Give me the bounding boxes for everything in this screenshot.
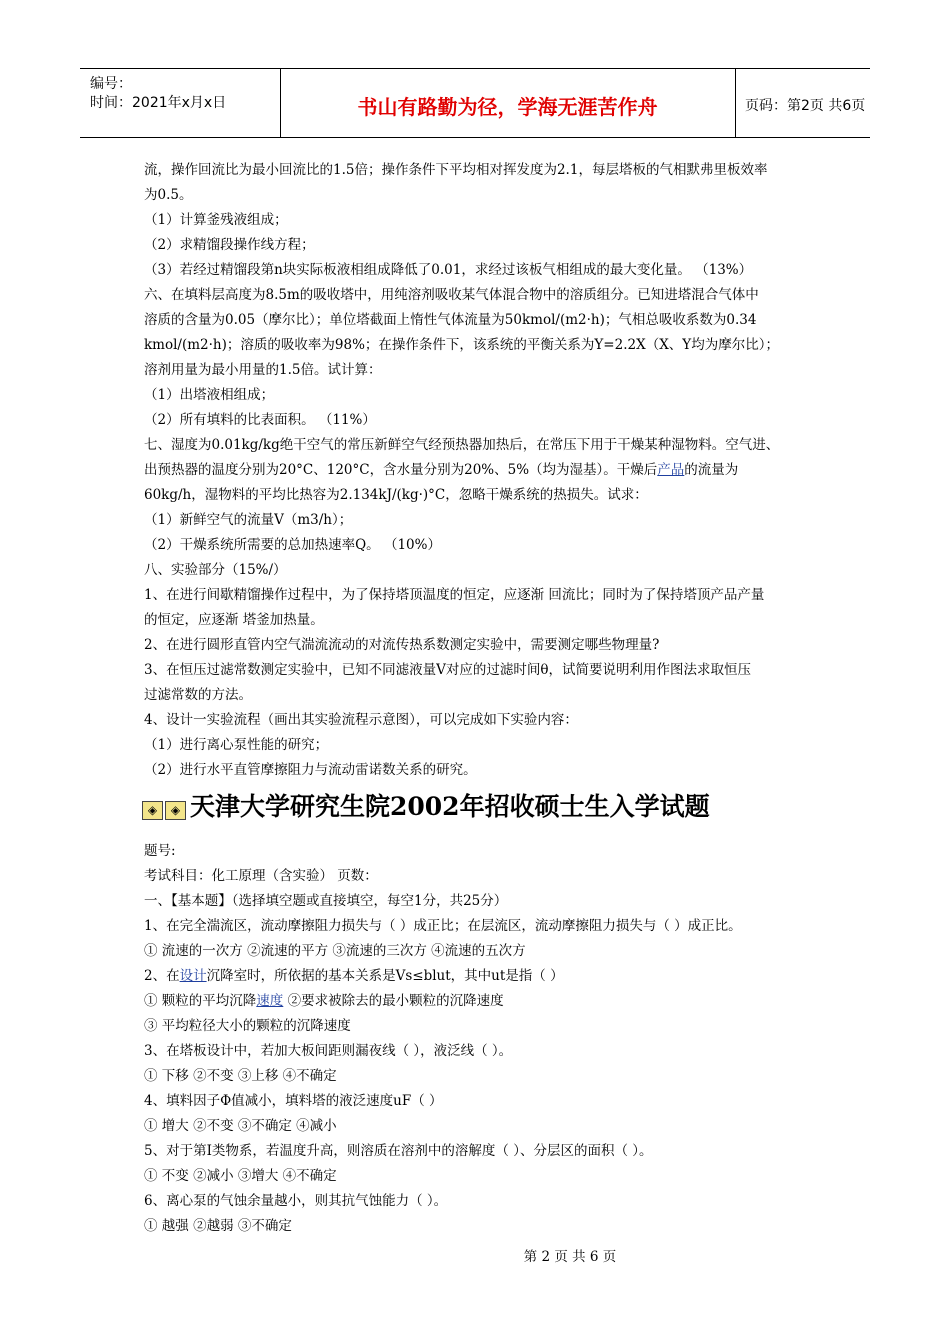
text-line: 5、对于第I类物系，若温度升高，则溶质在溶剂中的溶解度（ ）、分层区的面积（ ）。 [144,1143,653,1159]
text-line: 过滤常数的方法。 [144,687,252,703]
header-page-cell [735,69,870,137]
text-line: ① 增大 ②不变 ③不确定 ④减小 [144,1118,337,1134]
diamond-icon: ◈ [165,801,186,820]
header-left-cell [80,69,281,137]
text-line: 2、在进行圆形直管内空气湍流流动的对流传热系数测定实验中，需要测定哪些物理量? [144,637,660,653]
text-line: 1、在进行间歇精馏操作过程中，为了保持塔顶温度的恒定，应逐渐 回流比；同时为了保持塔顶产品产量 [144,587,765,603]
text-line: 1、在完全湍流区，流动摩擦阻力损失与（ ）成正比；在层流区，流动摩擦阻力损失与（ ）成正比。 [144,918,742,934]
header-motto-cell [280,69,736,137]
text-line: 3、在恒压过滤常数测定实验中，已知不同滤液量V对应的过滤时间θ，试简要说明利用作图法求取恒压 [144,662,751,678]
motto: 书山有路勤为径，学海无涯苦作舟 [357,95,658,119]
text-line: 的恒定，应逐渐 塔釜加热量。 [144,612,324,628]
page-header [80,68,870,138]
text-line: 溶质的含量为0.05（摩尔比）；单位塔截面上惰性气体流量为50kmol/(m2·h)；气相总吸收系数为0.34 [144,312,757,328]
section-part4 [144,1014,824,1239]
text-line: （1）进行离心泵性能的研究； [144,737,329,753]
diamond-icon: ◈ [142,801,163,820]
text-line: （2）求精馏段操作线方程； [144,237,315,253]
text-line: 2、在设计沉降室时，所依据的基本关系是Vs≤blut，其中ut是指（ ） [144,968,564,984]
text-line: ① 颗粒的平均沉降速度 ②要求被除去的最小颗粒的沉降速度 [144,993,504,1009]
text-line: ① 越强 ②越弱 ③不确定 [144,1218,292,1234]
text-line: 为0.5。 [144,187,193,203]
text-line: kmol/(m2·h)；溶质的吸收率为98%；在操作条件下，该系统的平衡关系为Y=2.2X（X、Y均为摩尔比）； [144,337,779,353]
text-line: 题号: [144,843,176,859]
text-line: 考试科目：化工原理（含实验） 页数： [144,868,378,884]
text-line: 六、在填料层高度为8.5m的吸收塔中，用纯溶剂吸收某气体混合物中的溶质组分。已知进塔混合气体中 [144,287,759,303]
text-line: （1）新鲜空气的流量V（m3/h）； [144,512,353,528]
text-line: 60kg/h，湿物料的平均比热容为2.134kJ/(kg·)°C，忽略干燥系统的热损失。试求： [144,487,648,503]
text-line: 6、离心泵的气蚀余量越小，则其抗气蚀能力（ ）。 [144,1193,448,1209]
text-line: 七、湿度为0.01kg/kg绝干空气的常压新鲜空气经预热器加热后，在常压下用于干燥某种湿物料。空气进、 [144,437,780,453]
text-line: 流，操作回流比为最小回流比的1.5倍；操作条件下平均相对挥发度为2.1，每层塔板的气相默弗里板效率 [144,162,768,178]
text-line: （3）若经过精馏段第n块实际板液相组成降低了0.01，求经过该板气相组成的最大变化量。 （13%） [144,262,753,278]
section-part1 [144,158,824,458]
text-line: ① 流速的一次方 ②流速的平方 ③流速的三次方 ④流速的五次方 [144,943,526,959]
page-footer: 第 2 页 共 6 页 [523,1249,617,1265]
text-line: 出预热器的温度分别为20°C、120°C，含水量分别为20%、5%（均为湿基）。干燥后产品的流量为 [144,462,739,478]
text-line: 3、在塔板设计中，若加大板间距则漏夜线（ ），液泛线（ ）。 [144,1043,513,1059]
text-line: （2）所有填料的比表面积。 （11%） [144,412,376,428]
text-line: 溶剂用量为最小用量的1.5倍。试计算： [144,362,382,378]
heading-icons [142,785,188,833]
text-line: ① 下移 ②不变 ③上移 ④不确定 [144,1068,337,1084]
text-line: （2）干燥系统所需要的总加热速率Q。 （10%） [144,537,441,553]
section-part3 [144,839,824,964]
text-line: 4、设计一实验流程（画出其实验流程示意图），可以完成如下实验内容： [144,712,578,728]
text-line: 一、【基本题】（选择填空题或直接填空，每空1分，共25分） [144,893,508,909]
text-line: （2）进行水平直管摩擦阻力与流动雷诺数关系的研究。 [144,762,477,778]
design-link[interactable]: 设计 [179,968,207,984]
document-body [144,158,824,1239]
product-link[interactable]: 产品 [657,462,685,478]
text-line: 4、填料因子Φ值减小，填料塔的液泛速度uF（ ） [144,1093,443,1109]
text-line: （1）出塔液相组成； [144,387,275,403]
exam-heading: ◈ ◈ 天津大学研究生院2002年招收硕士生入学试题 [142,783,824,831]
text-line: 八、实验部分（15%/） [144,562,287,578]
page-info: 页码：第2页 共6页 [745,98,866,114]
text-line: （1）计算釜残液组成； [144,212,288,228]
text-line: ① 不变 ②减小 ③增大 ④不确定 [144,1168,337,1184]
number-label: 编号： [90,76,132,92]
section-part2 [144,483,824,783]
speed-link[interactable]: 速度 [256,993,284,1009]
time-label: 时间：2021年x月x日 [90,95,227,111]
text-line: ③ 平均粒径大小的颗粒的沉降速度 [144,1018,351,1034]
